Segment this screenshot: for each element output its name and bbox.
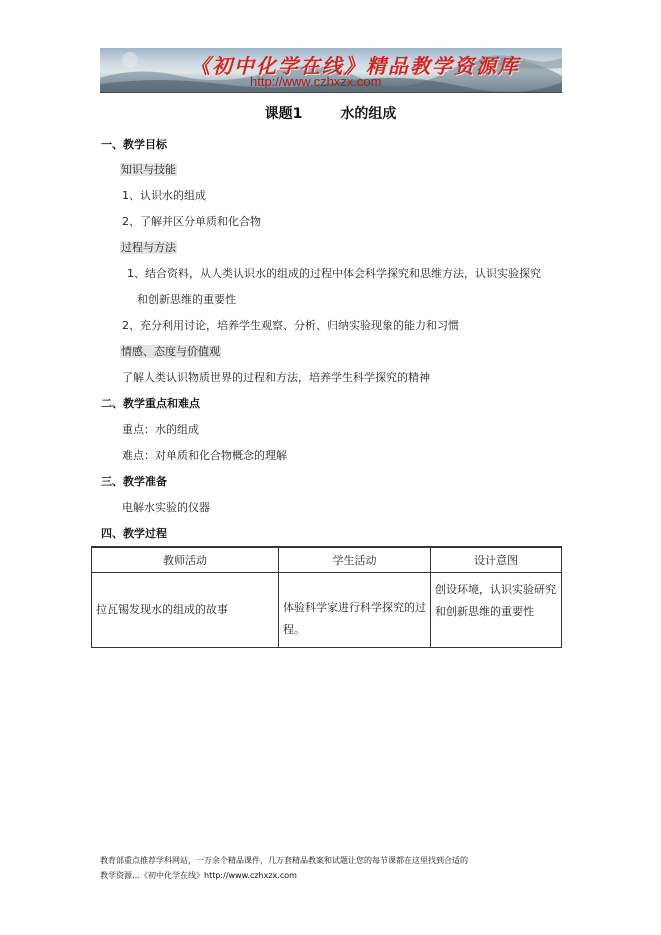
banner-url[interactable]: http://www.czhxzx.com [250,74,382,89]
footer [100,853,570,883]
table-cell-intent: 创设环境，认识实验研究和创新思维的重要性 [431,573,562,648]
table-header-cell: 设计意图 [431,547,562,573]
objective-item-continued: 和创新思维的重要性 [137,293,236,306]
table-header-cell: 教师活动 [92,547,279,573]
teaching-process-table [91,546,562,648]
section-heading-objectives: 一、教学目标 [101,138,167,151]
subheading-emotion-values: 情感、态度与价值观 [121,345,220,358]
objective-item: 2、充分利用讨论，培养学生观察、分析、归纳实验现象的能力和习惯 [122,319,459,332]
table-cell-teacher: 拉瓦锡发现水的组成的故事 [92,573,279,648]
footer-line: 教学资源…《初中化学在线》http://www.czhxzx.com [100,871,297,880]
objective-item: 了解人类认识物质世界的过程和方法，培养学生科学探究的精神 [122,371,430,384]
footer-link[interactable]: http://www.czhxzx.com [204,871,297,880]
table-row [92,573,562,648]
banner-title: 《初中化学在线》精品教学资源库 [190,54,520,78]
table-cell-student: 体验科学家进行科学探究的过程。 [279,573,431,648]
objective-item: 2、了解并区分单质和化合物 [122,215,261,228]
subheading-knowledge-skills: 知识与技能 [121,163,176,176]
lesson-name: 水的组成 [340,106,397,122]
key-point: 重点：水的组成 [122,423,199,436]
objective-item: 1、认识水的组成 [122,189,206,202]
preparation-item: 电解水实验的仪器 [122,501,210,514]
difficulty-point: 难点：对单质和化合物概念的理解 [122,449,287,462]
header-banner [100,48,562,93]
lesson-number: 课题1 [264,106,303,122]
objective-item: 1、结合资料，从人类认识水的组成的过程中体会科学探究和思维方法，认识实验探究 [127,267,541,280]
subheading-process-methods: 过程与方法 [121,241,176,254]
table-header-cell: 学生活动 [279,547,431,573]
footer-line: 教育部重点推荐学科网站，一万余个精品课件，几万套精品教案和试题让您的每节课都在这里找到合适的 [100,856,468,865]
section-heading-process: 四、教学过程 [101,527,167,540]
section-heading-key-points: 二、教学重点和难点 [101,397,200,410]
table-header-row [92,547,562,573]
section-heading-preparation: 三、教学准备 [101,475,167,488]
lesson-title [0,103,661,123]
